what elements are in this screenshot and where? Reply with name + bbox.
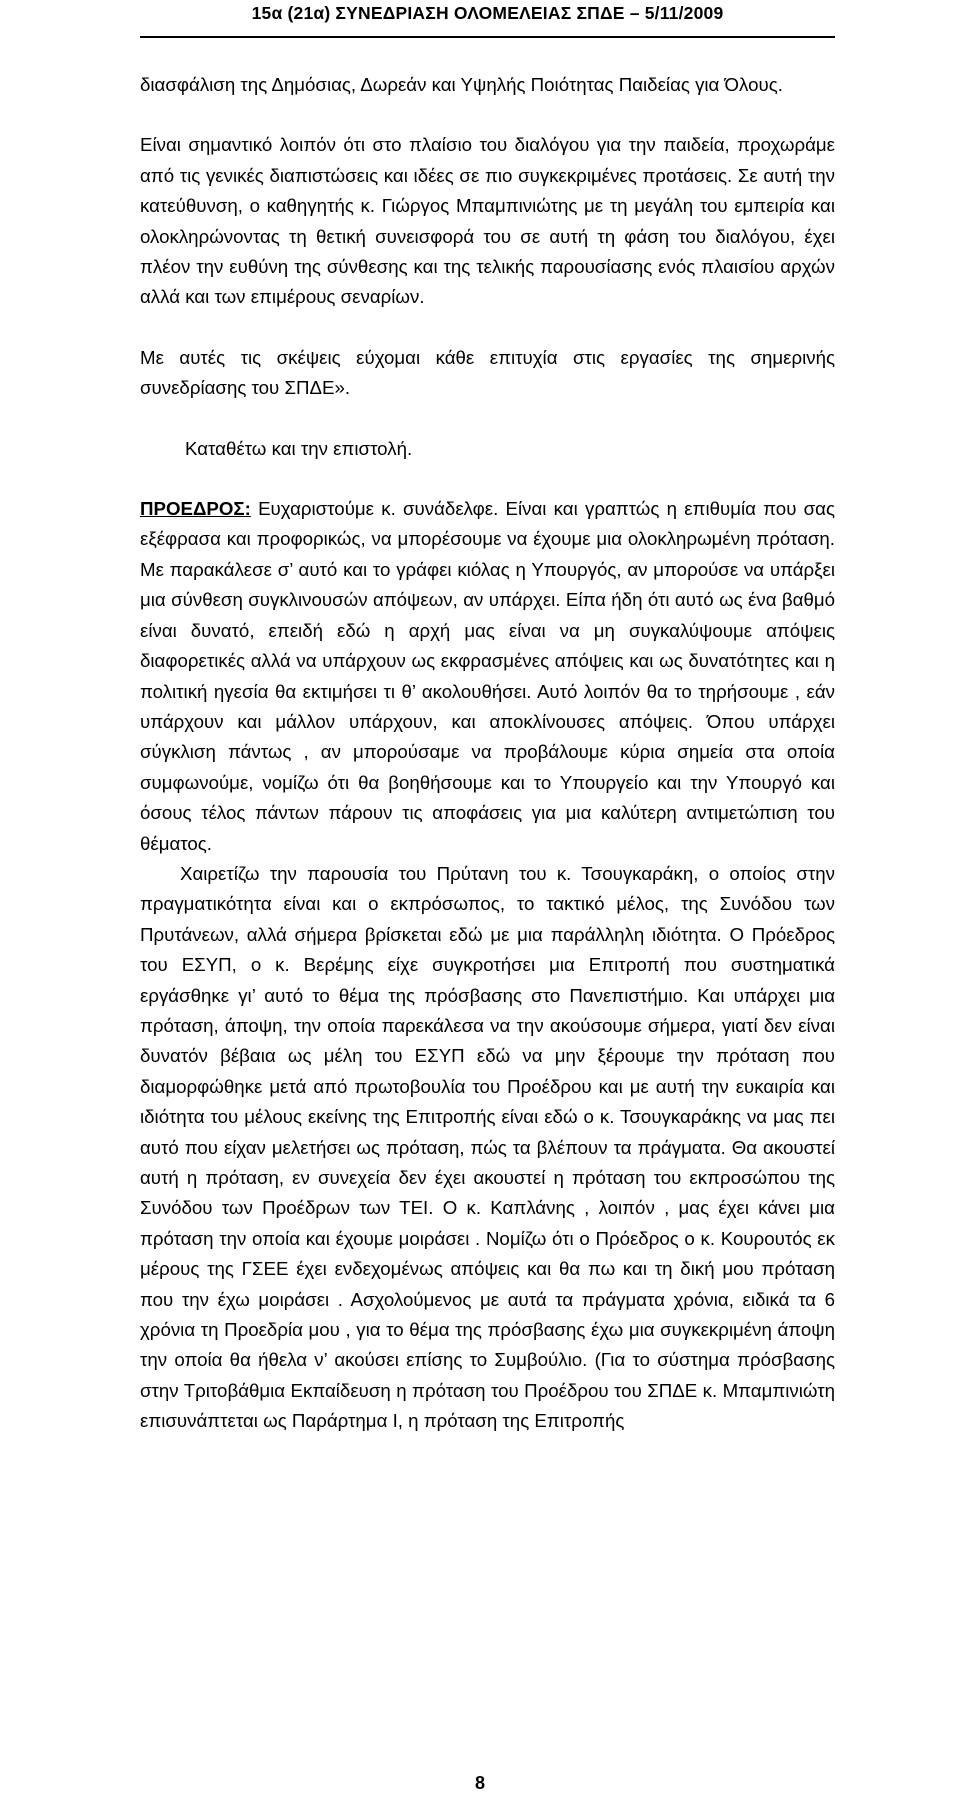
paragraph-5-text: Ευχαριστούμε κ. συνάδελφε. Είναι και γραπτώς η επιθυμία που σας εξέφρασα και προφορικώς, να μπορέσουμε να έχουμε μια ολοκληρωμένη πρόταση. Με παρακάλεσε σ’ αυτό και το γράφει κιόλας η Υπουργός, αν μπορούσε να υπάρξει μια σύνθεση συγκλινουσών απόψεων, αν υπάρχει. Είπα ήδη ότι αυτό ως ένα βαθμό είναι δυνατό, επειδή εδώ η αρχή μας είναι να μη συγκαλύψουμε απόψεις διαφορετικές αλλά να υπάρχουν ως εκφρασμένες απόψεις και ως δυνατότητες και η πολιτική ηγεσία θα εκτιμήσει τι θ’ ακολουθήσει. Αυτό λοιπόν θα το τηρήσουμε , εάν υπάρχουν και μάλλον υπάρχουν, και αποκλίνουσες απόψεις. Όπου υπάρχει σύγκλιση πάντως , αν μπορούσαμε να προβάλουμε κύρια σημεία στα οποία συμφωνούμε, νομίζω ότι θα βοηθήσουμε και το Υπουργείο και την Υπουργό και όσους τέλος πάντων πάρουν τις αποφάσεις για μια καλύτερη αντιμετώπιση του θέματος.: [140, 498, 835, 854]
paragraph-3: Με αυτές τις σκέψεις εύχομαι κάθε επιτυχία στις εργασίες της σημερινής συνεδρίασης του ΣΠΔΕ».: [140, 346, 835, 399]
paragraph-5: [140, 494, 835, 859]
document-header: [140, 0, 835, 38]
speaker-label: ΠΡΟΕΔΡΟΣ:: [140, 498, 251, 520]
paragraph-6: Χαιρετίζω την παρουσία του Πρύτανη του κ. Τσουγκαράκη, ο οποίος στην πραγματικότητα είναι και ο εκπρόσωπος, το τακτικό μέλος, της Συνόδου των Πρυτάνεων, αλλά σήμερα βρίσκεται εδώ με μια παράλληλη ιδιότητα. Ο Πρόεδρος του ΕΣΥΠ, ο κ. Βερέμης είχε συγκροτήσει μια Επιτροπή που συστηματικά εργάσθηκε γι’ αυτό το θέμα της πρόσβασης στο Πανεπιστήμιο. Και υπάρχει μια πρόταση, άποψη, την οποία παρεκάλεσα να την ακούσουμε σήμερα, γιατί δεν είναι δυνατόν βέβαια ως μέλη του ΕΣΥΠ εδώ να μην ξέρουμε την πρόταση που διαμορφώθηκε μετά από πρωτοβουλία του Προέδρου και με αυτή την ευκαιρία και ιδιότητα του μέλους εκείνης της Επιτροπής είναι εδώ ο κ. Τσουγκαράκης να μας πει αυτό που είχαν μελετήσει ως πρόταση, πώς τα βλέπουν τα πράγματα. Θα ακουστεί αυτή η πρόταση, εν συνεχεία δεν έχει ακουστεί η πρόταση του εκπροσώπου της Συνόδου των Προέδρων των ΤΕΙ. Ο κ. Καπλάνης , λοιπόν , μας έχει κάνει μια πρόταση την οποία και έχουμε μοιράσει . Νομίζω ότι ο Πρόεδρος ο κ. Κουρουτός εκ μέρους της ΓΣΕΕ έχει ενδεχομένως απόψεις και θα πω και τη δική μου πρόταση που την έχω μοιράσει . Ασχολούμενος με αυτά τα πράγματα χρόνια, ειδικά τα 6 χρόνια τη Προεδρία μου , για το θέμα της πρόσβασης έχω μια συγκεκριμένη άποψη την οποία θα ήθελα ν’ ακούσει επίσης το Συμβούλιο. (Για το σύστημα πρόσβασης στην Τριτοβάθμια Εκπαίδευση η πρόταση του Προέδρου του ΣΠΔΕ κ. Μπαμπινιώτη επισυνάπτεται ως Παράρτημα Ι, η πρόταση της Επιτροπής: [140, 862, 835, 1432]
paragraph-2: Είναι σημαντικό λοιπόν ότι στο πλαίσιο του διαλόγου για την παιδεία, προχωράμε από τις γενικές διαπιστώσεις και ιδέες σε πιο συγκεκριμένες προτάσεις. Σε αυτή την κατεύθυνση, ο καθηγητής κ. Γιώργος Μπαμπινιώτης με τη μεγάλη του εμπειρία και ολοκληρώνοντας τη θετική συνεισφορά του σε αυτή τη φάση του διαλόγου, έχει πλέον την ευθύνη της σύνθεσης και της τελικής παρουσίασης ενός πλαισίου αρχών αλλά και των επιμέρους σεναρίων.: [140, 134, 835, 308]
paragraph-4: Καταθέτω και την επιστολή.: [185, 437, 413, 459]
document-body: [140, 70, 835, 1437]
paragraph-1: διασφάλιση της Δημόσιας, Δωρεάν και Υψηλής Ποιότητας Παιδείας για Όλους.: [140, 74, 783, 95]
page-number: 8: [474, 1773, 485, 1793]
header-title: 15α (21α) ΣΥΝΕΔΡΙΑΣΗ ΟΛΟΜΕΛΕΙΑΣ ΣΠΔΕ – 5/11/2009: [251, 3, 724, 23]
